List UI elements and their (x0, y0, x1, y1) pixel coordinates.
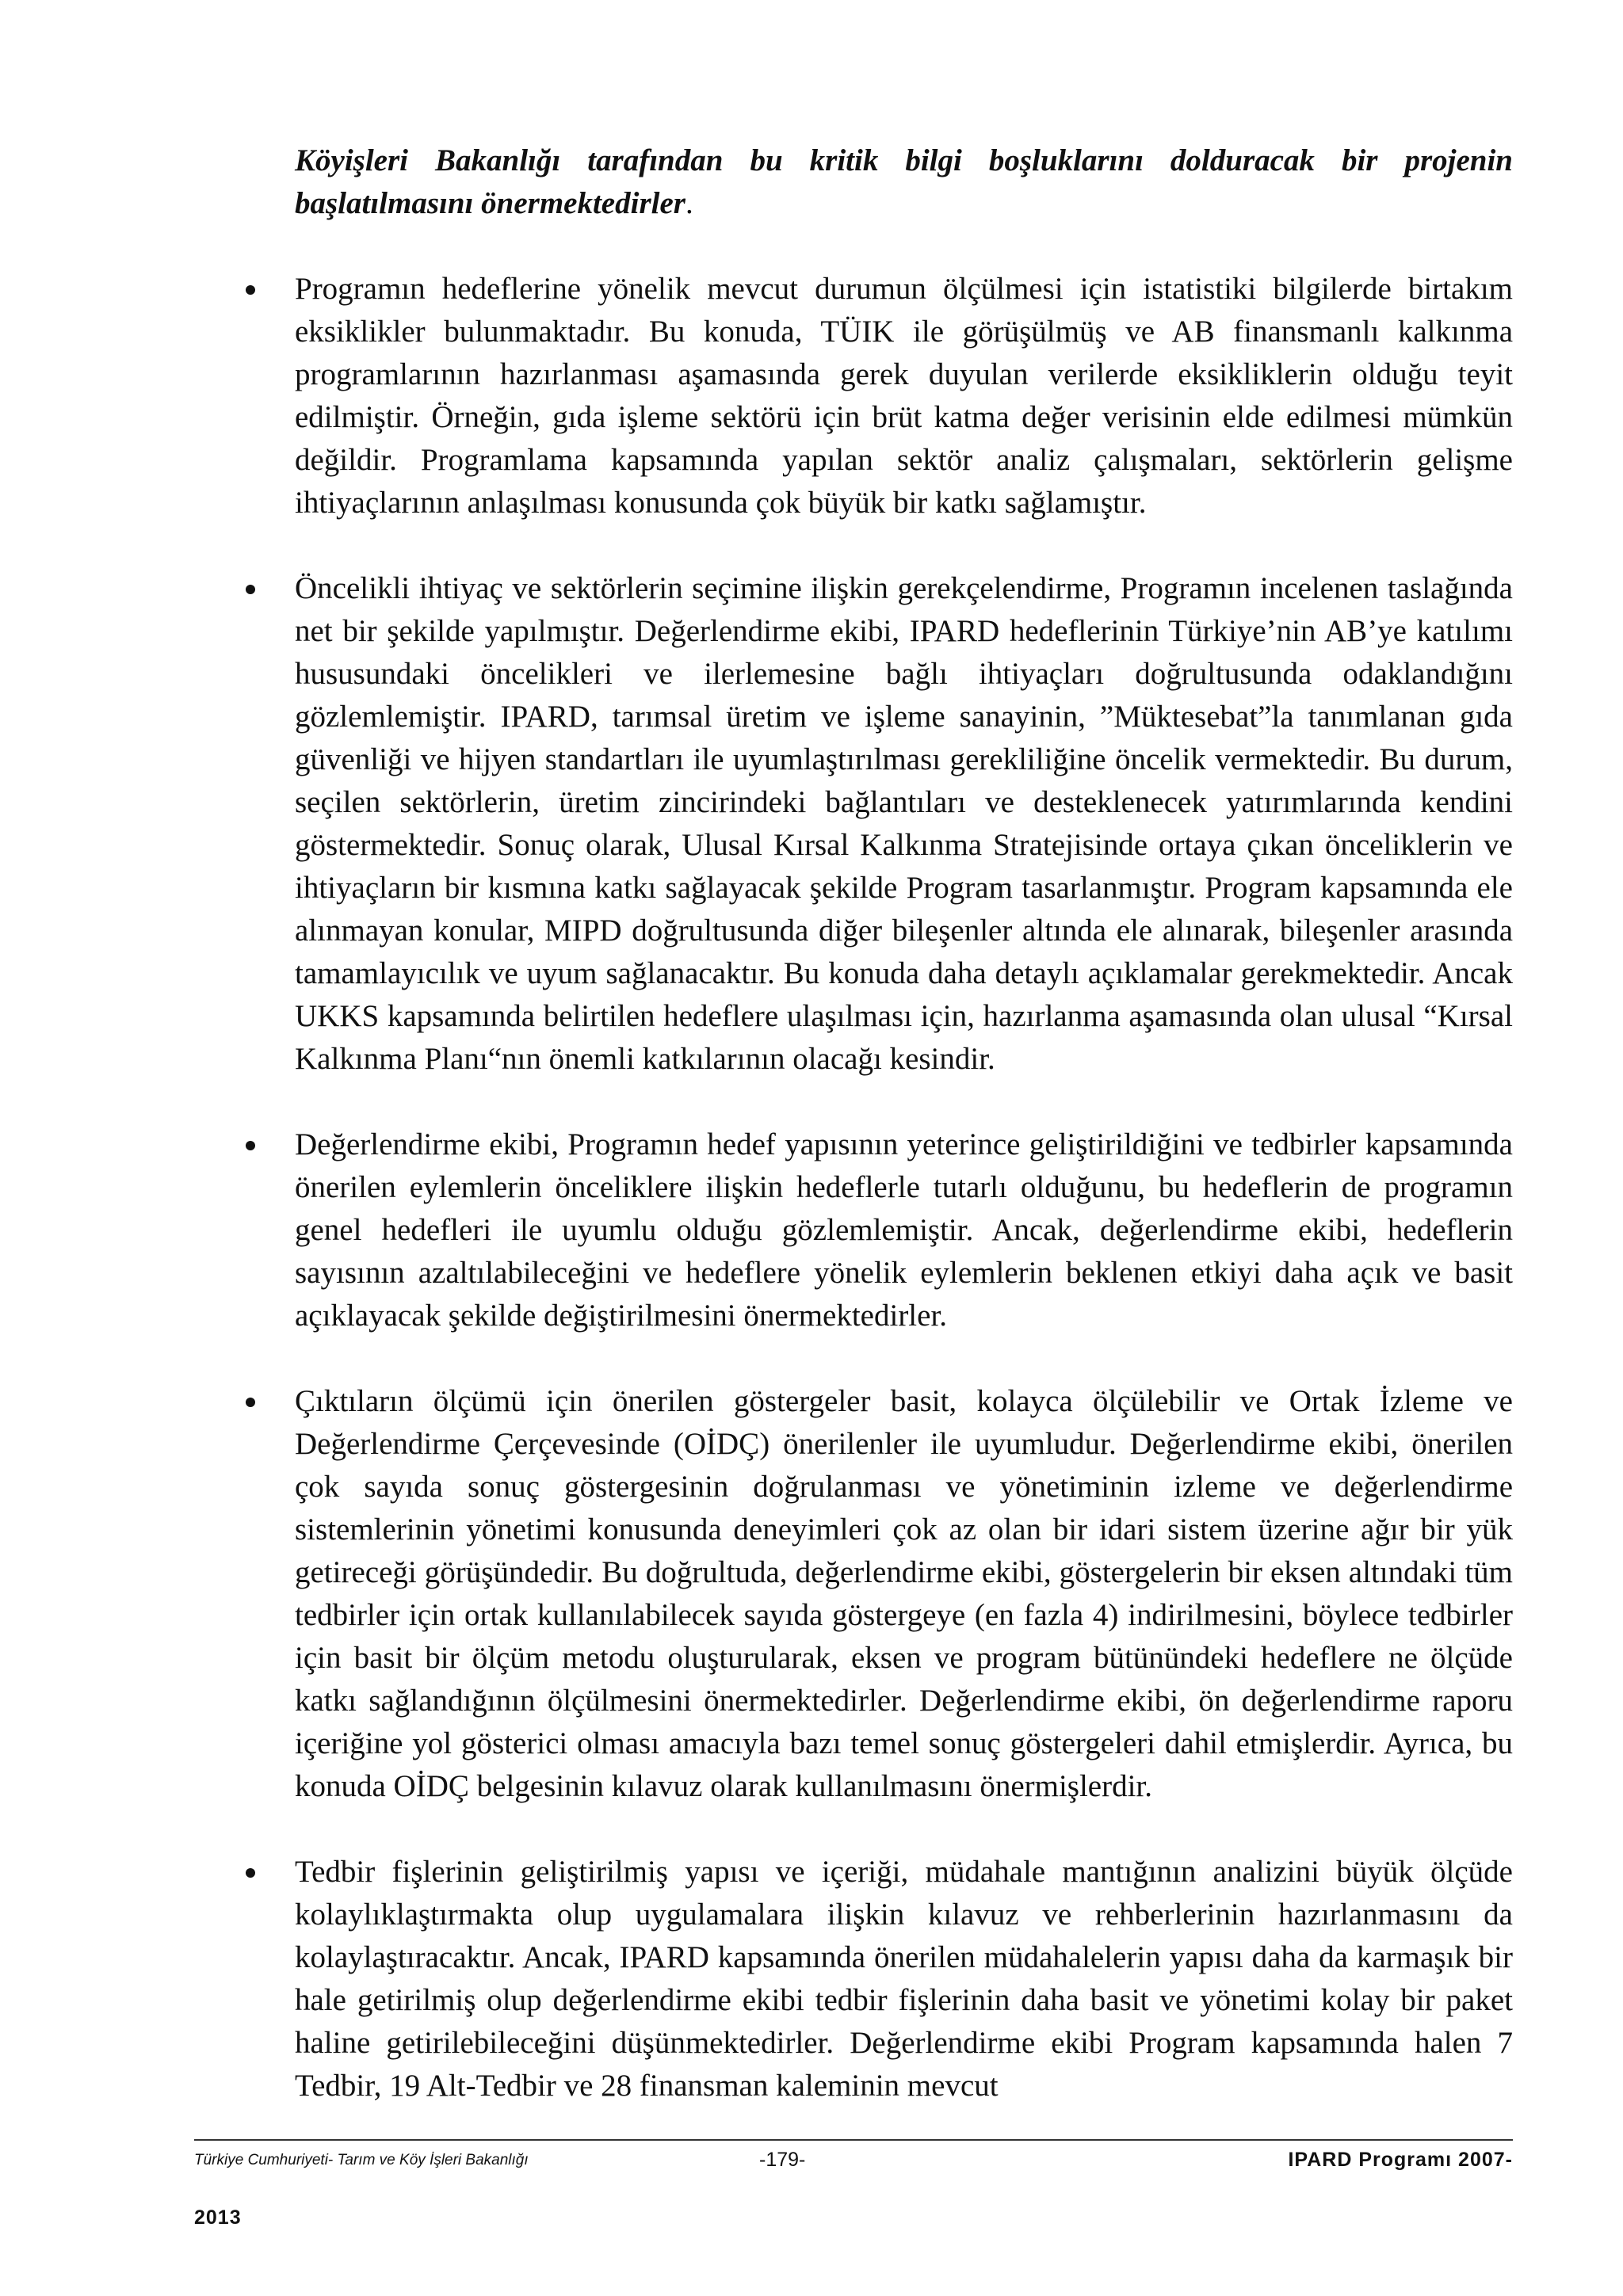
bullet-icon (246, 1141, 255, 1150)
footer-ministry: Türkiye Cumhuriyeti- Tarım ve Köy İşleri Bakanlığı (194, 2152, 529, 2168)
bullet-text: Çıktıların ölçümü için önerilen göstergeler basit, kolayca ölçülebilir ve Ortak İzleme ve Değerlendirme Çerçevesinde (OİDÇ) önerilenler ile uyumludur. Değerlendirme ekibi, önerilen çok sayıda sonuç göstergesinin doğrulanması ve yönetiminin izleme ve değerlendirme sistemlerinin yönetimi konusunda deneyimleri çok az olan bir idari sistem üzerine ağır bir yük getireceği görüşündedir. Bu doğrultuda, değerlendirme ekibi, göstergelerin bir eksen altındaki tüm tedbirler için ortak kullanılabilecek sayıda göstergeye (en fazla 4) indirilmesini, böylece tedbirler için basit bir ölçüm metodu oluşturularak, eksen ve program bütünündeki hedeflere ne ölçüde katkı sağlandığının ölçülmesini önermektedirler. Değerlendirme ekibi, ön değerlendirme raporu içeriğine yol gösterici olması amacıyla bazı temel sonuç göstergeleri dahil etmişlerdir. Ayrıca, bu konuda OİDÇ belgesinin kılavuz olarak kullanılmasını önermişlerdir. (295, 1384, 1513, 1803)
footer-divider (194, 2139, 1513, 2141)
bullet-text: Öncelikli ihtiyaç ve sektörlerin seçimine ilişkin gerekçelendirme, Programın incelenen taslağında net bir şekilde yapılmıştır. Değerlendirme ekibi, IPARD hedeflerinin Türkiye’nin AB’ye katılımı hususundaki öncelikleri ve ilerlemesine bağlı ihtiyaçları doğrultusunda odaklandığını gözlemlemiştir. IPARD, tarımsal üretim ve işleme sanayinin, ”Müktesebat”la tanımlanan gıda güvenliği ve hijyen standartları ile uyumlaştırılması gerekliliğine öncelik vermektedir. Bu durum, seçilen sektörlerin, üretim zincirindeki bağlantıları ve desteklenecek yatırımlarında kendini göstermektedir. Sonuç olarak, Ulusal Kırsal Kalkınma Stratejisinde ortaya çıkan önceliklerin ve ihtiyaçların bir kısmına katkı sağlayacak şekilde Program tasarlanmıştır. Program kapsamında ele alınmayan konular, MIPD doğrultusunda diğer bileşenler altında ele alınarak, bileşenler arasında tamamlayıcılık ve uyum sağlanacaktır. Bu konuda daha detaylı açıklamalar gerekmektedir. Ancak UKKS kapsamında belirtilen hedeflere ulaşılması için, hazırlanma aşamasında olan ulusal “Kırsal Kalkınma Planı“nın önemli katkılarının olacağı kesindir. (295, 571, 1513, 1076)
footer-program-title: IPARD Programı 2007- (1288, 2149, 1513, 2171)
bullet-text: Tedbir fişlerinin geliştirilmiş yapısı ve içeriği, müdahale mantığının analizini büyük ölçüde kolaylıklaştırmakta olup uygulamalara ilişkin kılavuz ve rehberlerinin hazırlanmasını da kolaylaştıracaktır. Ancak, IPARD kapsamında önerilen müdahalelerin yapısı daha da karmaşık bir hale getirilmiş olup değerlendirme ekibi tedbir fişlerinin daha basit ve yönetimi kolay bir paket haline getirilebileceğini düşünmektedirler. Değerlendirme ekibi Program kapsamında halen 7 Tedbir, 19 Alt-Tedbir ve 28 finansman kaleminin mevcut (295, 1855, 1513, 2103)
body-text (295, 139, 1513, 2107)
intro-paragraph (295, 139, 1513, 225)
bullet-icon (246, 1868, 255, 1878)
footer-program-year: 2013 (194, 2206, 242, 2229)
bullet-icon (246, 1398, 255, 1407)
bullet-icon (246, 585, 255, 594)
bullet-list (295, 268, 1513, 2107)
intro-italic-text: Köyişleri Bakanlığı tarafından bu kritik bilgi boşluklarını dolduracak bir projenin başlatılmasını önermektedirler (295, 143, 1513, 220)
bullet-text: Değerlendirme ekibi, Programın hedef yapısının yeterince geliştirildiğini ve tedbirler kapsamında önerilen eylemlerin önceliklere ilişkin hedeflerle tutarlı olduğunu, bu hedeflerin de programın genel hedefleri ile uyumlu olduğu gözlemlemiştir. Ancak, değerlendirme ekibi, hedeflerin sayısının azaltılabileceğini ve hedeflere yönelik eylemlerin beklenen etkiyi daha açık ve basit açıklayacak şekilde değiştirilmesini önermektedirler. (295, 1127, 1513, 1333)
bullet-item-indicators (295, 1380, 1513, 1808)
bullet-item-statistics (295, 268, 1513, 524)
bullet-text: Programın hedeflerine yönelik mevcut durumun ölçülmesi için istatistiki bilgilerde birtakım eksiklikler bulunmaktadır. Bu konuda, TÜIK ile görüşülmüş ve AB finansmanlı kalkınma programlarının hazırlanması aşamasında gerek duyulan verilerde eksikliklerin olduğu teyit edilmiştir. Örneğin, gıda işleme sektörü için brüt katma değer verisinin elde edilmesi mümkün değildir. Programlama kapsamında yapılan sektör analiz çalışmaları, sektörlerin gelişme ihtiyaçlarının anlaşılması konusunda çok büyük bir katkı sağlamıştır. (295, 272, 1513, 520)
intro-end-punctuation: . (685, 186, 693, 220)
bullet-icon (246, 285, 255, 295)
bullet-item-measure-fiches (295, 1851, 1513, 2107)
footer-page-number: -179- (759, 2149, 806, 2171)
bullet-item-priorities (295, 567, 1513, 1081)
bullet-item-objectives (295, 1123, 1513, 1337)
